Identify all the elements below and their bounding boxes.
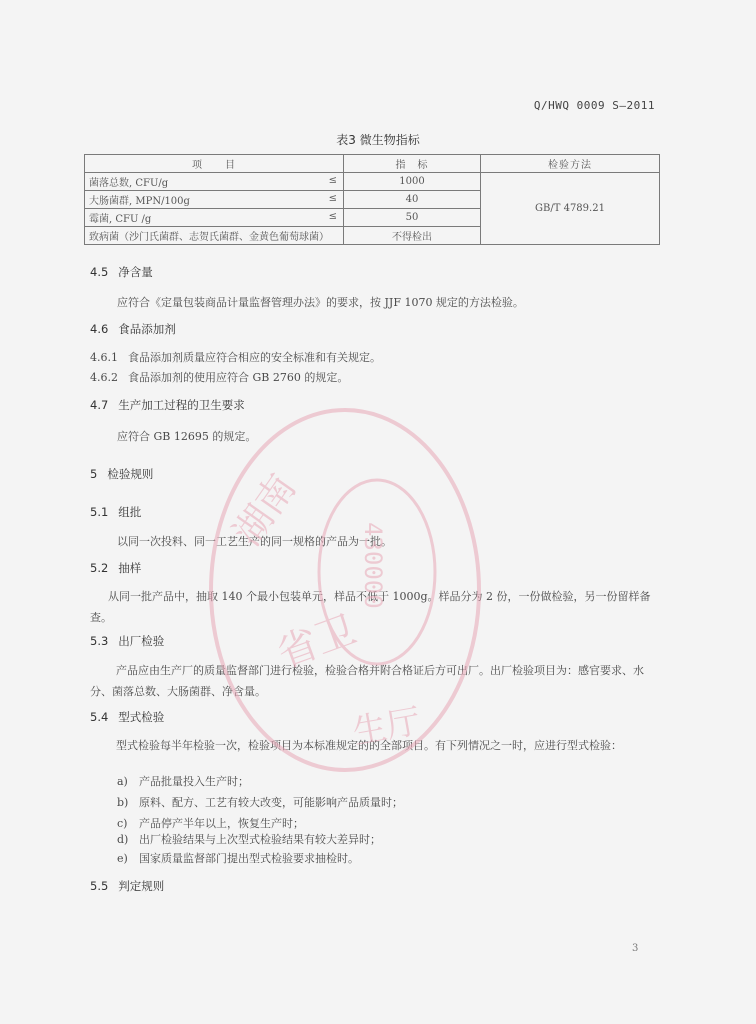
list-marker: e) [117,852,128,865]
clause-text: 食品添加剂的使用应符合 GB 2760 的规定。 [128,371,349,384]
list-text: 原料、配方、工艺有较大改变，可能影响产品质量时； [139,796,403,809]
table-cell-item [85,173,344,191]
item-label: 大肠菌群, MPN/100g [89,196,190,207]
section-number: 5 [90,467,98,481]
table-cell-value: 不得检出 [344,227,481,245]
section-heading [90,397,245,413]
table-cell-value: 40 [344,191,481,209]
microbial-indicator-table [84,154,660,245]
section-title: 抽样 [118,561,142,575]
svg-text:省卫: 省卫 [271,606,363,678]
list-marker: c) [117,817,128,830]
clause-number: 4.6.2 [90,371,118,384]
list-text: 产品批量投入生产时； [139,775,249,788]
list-text: 国家质量监督部门提出型式检验要求抽检时。 [139,852,359,865]
paragraph: 应符合 GB 12695 的规定。 [117,430,257,443]
list-marker: d) [117,833,129,846]
item-label: 霉菌, CFU /g [89,214,152,225]
standard-code: Q/HWQ 0009 S—2011 [533,99,655,112]
section-number: 5.4 [90,710,109,724]
page-number: 3 [632,943,639,954]
clause-text: 食品添加剂质量应符合相应的安全标准和有关规定。 [128,351,381,364]
operator: ≤ [328,211,337,222]
section-number: 5.5 [90,879,109,893]
paragraph: 应符合《定量包装商品计量监督管理办法》的要求，按 JJF 1070 规定的方法检验。 [117,296,524,309]
list-item [117,850,359,866]
clause [90,349,381,365]
svg-text:430000: 430000 [359,522,387,609]
section-title: 出厂检验 [118,634,165,648]
section-heading [90,264,153,280]
paragraph: 型式检验每半年检验一次，检验项目为本标准规定的的全部项目。有下列情况之一时，应进行型式检验： [116,739,622,752]
list-item [117,831,381,847]
section-number: 4.5 [90,265,109,279]
table-cell-value: 50 [344,209,481,227]
list-item [117,773,249,789]
table-cell-value: 1000 [344,173,481,191]
chapter-heading [90,466,153,482]
section-heading [90,878,164,894]
list-item [117,815,304,831]
section-title: 食品添加剂 [118,322,176,336]
paragraph: 从同一批产品中，抽取 140 个最小包装单元，样品不低于 1000g。样品分为 2 份，一份做检验，另一份留样备查。 [90,590,651,624]
table-title: 表3 微生物指标 [336,133,420,147]
operator: ≤ [328,193,337,204]
section-title: 净含量 [118,265,153,279]
table-cell-method: GB/T 4789.21 [481,173,660,245]
item-label: 致病菌（沙门氏菌群、志贺氏菌群、金黄色葡萄球菌） [89,232,329,243]
table-cell-item [85,227,344,245]
section-title: 组批 [118,505,142,519]
section-heading [90,633,164,649]
section-title: 检验规则 [107,467,154,481]
paragraph: 产品应由生产厂的质量监督部门进行检验，检验合格并附合格证后方可出厂。出厂检验项目为：感官要求、水分、菌落总数、大肠菌群、净含量。 [90,664,644,698]
svg-text:生厅: 生厅 [349,701,424,753]
column-header-item: 项 目 [85,155,344,173]
table-row [85,173,660,191]
section-title: 型式检验 [118,710,165,724]
table-cell-item [85,191,344,209]
item-label: 菌落总数, CFU/g [89,178,169,189]
operator: ≤ [328,175,337,186]
list-text: 产品停产半年以上，恢复生产时； [139,817,304,830]
clause [90,369,348,385]
section-title: 判定规则 [118,879,165,893]
clause-number: 4.6.1 [90,351,118,364]
svg-text:湖南: 湖南 [224,466,305,554]
section-heading [90,321,176,337]
section-number: 5.1 [90,505,109,519]
paragraph: 以同一次投料、同一工艺生产的同一规格的产品为一批。 [117,535,392,548]
section-number: 5.3 [90,634,109,648]
section-number: 5.2 [90,561,109,575]
section-number: 4.6 [90,322,109,336]
list-marker: a) [117,775,128,788]
table-header-row [85,155,660,173]
section-title: 生产加工过程的卫生要求 [118,398,245,412]
column-header-method: 检验方法 [481,155,660,173]
section-heading [90,504,141,520]
table-cell-item [85,209,344,227]
section-heading [90,709,164,725]
list-marker: b) [117,796,129,809]
list-text: 出厂检验结果与上次型式检验结果有较大差异时； [139,833,381,846]
section-number: 4.7 [90,398,109,412]
column-header-indicator: 指 标 [344,155,481,173]
list-item [117,794,403,810]
section-heading [90,560,141,576]
